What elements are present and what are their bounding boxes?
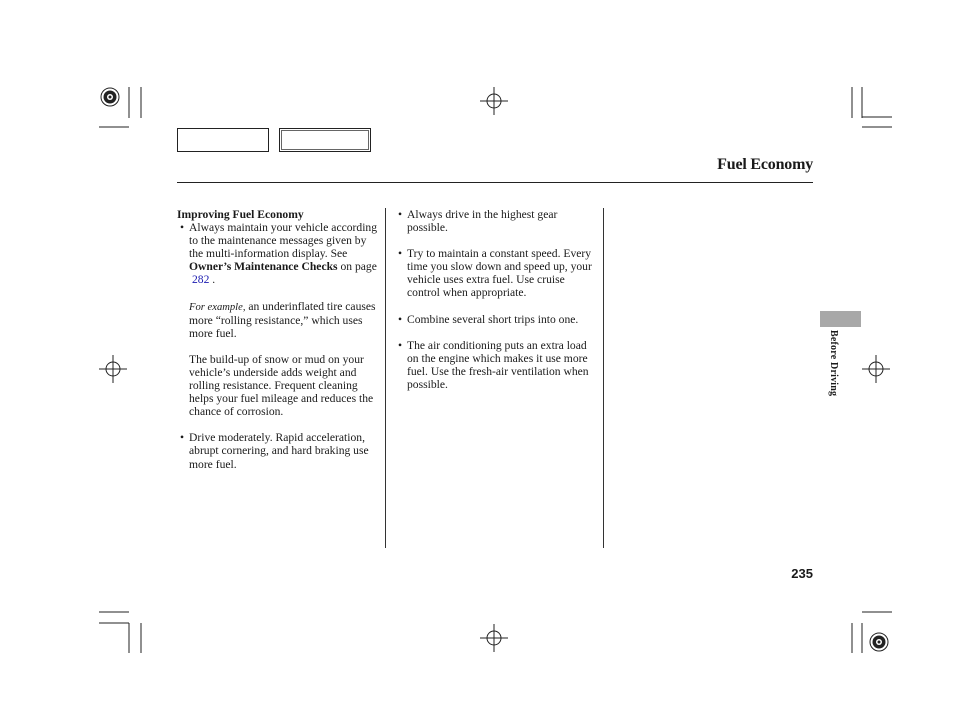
nav-tab-2[interactable] bbox=[279, 128, 371, 152]
section-tab-marker[interactable] bbox=[820, 311, 861, 327]
manual-reference: Owner’s Maintenance Checks bbox=[189, 260, 338, 274]
snow-mud-paragraph: The build-up of snow or mud on your vehicle’s underside adds weight and rolling resistance. Frequent cleaning helps your fuel mileage and reduces the chance of corrosion. bbox=[189, 352, 374, 419]
bullet-drive-moderately: • Drive moderately. Rapid acceleration, abrupt cornering, and hard braking use more fuel. bbox=[177, 431, 377, 470]
period: . bbox=[212, 273, 216, 287]
column-divider-1 bbox=[385, 208, 386, 548]
header-rule bbox=[177, 182, 813, 183]
on-page-text: on page bbox=[340, 260, 377, 274]
bullet-maintain-vehicle bbox=[177, 221, 377, 286]
page-link-282[interactable]: 282 bbox=[192, 273, 210, 287]
column-divider-2 bbox=[603, 208, 604, 548]
page-title: Fuel Economy bbox=[717, 156, 813, 173]
nav-tab-1[interactable] bbox=[177, 128, 269, 152]
bullet-constant-speed: • Try to maintain a constant speed. Every time you slow down and speed up, your vehicle uses extra fuel. Use cruise control when appropriate. bbox=[395, 247, 595, 299]
section-label: Before Driving bbox=[828, 330, 839, 397]
bullet-combine-trips: • Combine several short trips into one. bbox=[395, 313, 595, 326]
example-paragraph bbox=[177, 300, 377, 340]
bullet-air-conditioning: • The air conditioning puts an extra load on the engine which makes it use more fuel. Use the fresh-air ventilation when possible. bbox=[395, 339, 595, 391]
section-heading: Improving Fuel Economy bbox=[177, 208, 304, 221]
page-number: 235 bbox=[791, 566, 813, 581]
bullet-text: Always maintain your vehicle according to the maintenance messages given by the multi-information display. See bbox=[189, 221, 378, 261]
example-text: an underinflated tire causes more “rolling resistance,” which uses more fuel. bbox=[189, 299, 376, 340]
bullet-highest-gear: • Always drive in the highest gear possible. bbox=[395, 208, 595, 234]
column-middle bbox=[395, 208, 595, 391]
example-lead: For example, bbox=[189, 301, 246, 313]
column-left bbox=[177, 208, 377, 471]
